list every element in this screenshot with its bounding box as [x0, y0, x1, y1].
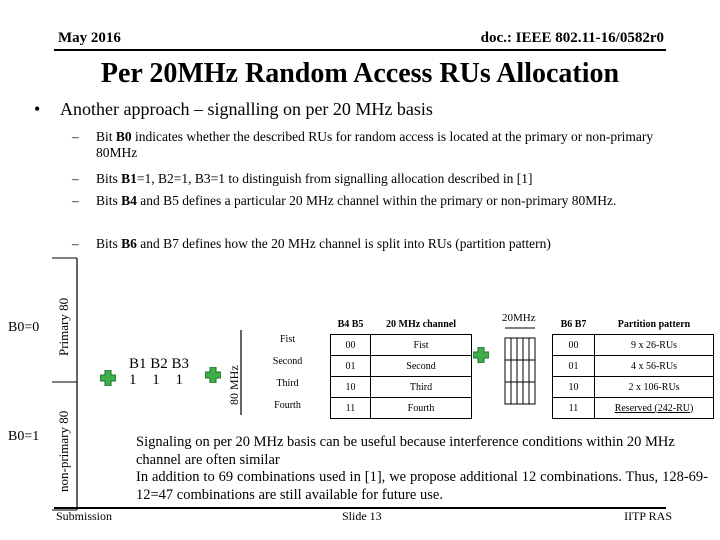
channel-stripes	[505, 338, 535, 404]
plus-icon	[473, 347, 489, 363]
table-header: Partition pattern	[595, 314, 714, 335]
sub-bullet-2-pre: Bits	[96, 171, 122, 186]
dash-icon: –	[72, 129, 79, 144]
plus-icon	[100, 370, 116, 386]
b0-zero-label: B0=0	[8, 320, 40, 335]
channel-label: Fist	[279, 334, 295, 345]
sub-bullet-4-bold: B6	[121, 236, 137, 251]
b0-one-label: B0=1	[8, 429, 40, 444]
mhz80-label: 80 MHz	[227, 365, 241, 405]
bits-values: 1 1 1	[129, 372, 189, 388]
sub-bullet-1-pre: Bit	[96, 129, 116, 144]
bits-header: B1 B2 B3	[128, 356, 189, 372]
table-row: 00 9 x 26-RUs	[553, 335, 714, 356]
header-date: May 2016	[58, 30, 121, 46]
table-row: 11 Fourth	[331, 398, 472, 419]
sub-bullet-4-pre: Bits	[96, 236, 122, 251]
bullet-dot-icon: •	[34, 99, 41, 119]
partition-table	[552, 314, 714, 419]
sub-bullet-3-post: and B5 defines a particular 20 MHz channel within the primary or non-primary 80MHz.	[136, 193, 617, 208]
dash-icon: –	[72, 236, 79, 251]
table-row: 11 Reserved (242-RU)	[553, 398, 714, 419]
table-row: 01 Second	[331, 356, 472, 377]
sub-bullet-2-post: =1, B2=1, B3=1 to distinguish from signalling allocation described in [1]	[136, 171, 533, 186]
note-paragraph-1: Signaling on per 20 MHz basis can be useful because interference conditions within 20 MHz channel are often similar	[136, 434, 675, 468]
sub-bullet-4-post: and B7 defines how the 20 MHz channel is split into RUs (partition pattern)	[136, 236, 551, 251]
header-doc-id: doc.: IEEE 802.11-16/0582r0	[480, 30, 664, 46]
sub-bullet-3-pre: Bits	[96, 193, 122, 208]
dash-icon: –	[72, 171, 79, 186]
sub-bullet-1-bold: B0	[115, 129, 132, 144]
table-row: 00 Fist	[331, 335, 472, 356]
table-header: 20 MHz channel	[371, 314, 472, 335]
note-text	[136, 434, 708, 504]
table-header: B6 B7	[553, 314, 595, 335]
table-row: 10 2 x 106-RUs	[553, 377, 714, 398]
plus-icon	[205, 367, 221, 383]
primary-80-label: Primary 80	[56, 297, 71, 356]
main-bullet-text: Another approach – signalling on per 20 MHz basis	[60, 99, 433, 119]
channel-list	[250, 333, 325, 421]
note-paragraph-2: In addition to 69 combinations used in [1], we propose additional 12 combinations. Thus, 128-69-12=47 combinations are still available for future use.	[136, 469, 708, 503]
footer-slide-number: Slide 13	[342, 509, 382, 523]
channel-table	[330, 314, 472, 419]
b1-b3-bits	[118, 356, 200, 388]
mhz20-label: 20MHz	[502, 312, 536, 324]
channel-label: Second	[272, 356, 303, 367]
sub-bullet-3-bold: B4	[121, 193, 137, 208]
table-row: 01 4 x 56-RUs	[553, 356, 714, 377]
slide-title: Per 20MHz Random Access RUs Allocation	[100, 58, 620, 89]
table-header: B4 B5	[331, 314, 371, 335]
sub-bullet-2-bold: B1	[121, 171, 137, 186]
channel-label: Fourth	[274, 400, 301, 411]
channel-label: Third	[276, 378, 299, 389]
dash-icon: –	[72, 193, 79, 208]
non-primary-80-label: non-primary 80	[56, 410, 71, 492]
footer-submission: Submission	[56, 509, 113, 523]
footer-organization: IITP RAS	[624, 509, 672, 523]
sub-bullet-1-post: indicates whether the described RUs for random access is located at the primary or non-primary 80MHz	[96, 129, 654, 160]
table-row: 10 Third	[331, 377, 472, 398]
